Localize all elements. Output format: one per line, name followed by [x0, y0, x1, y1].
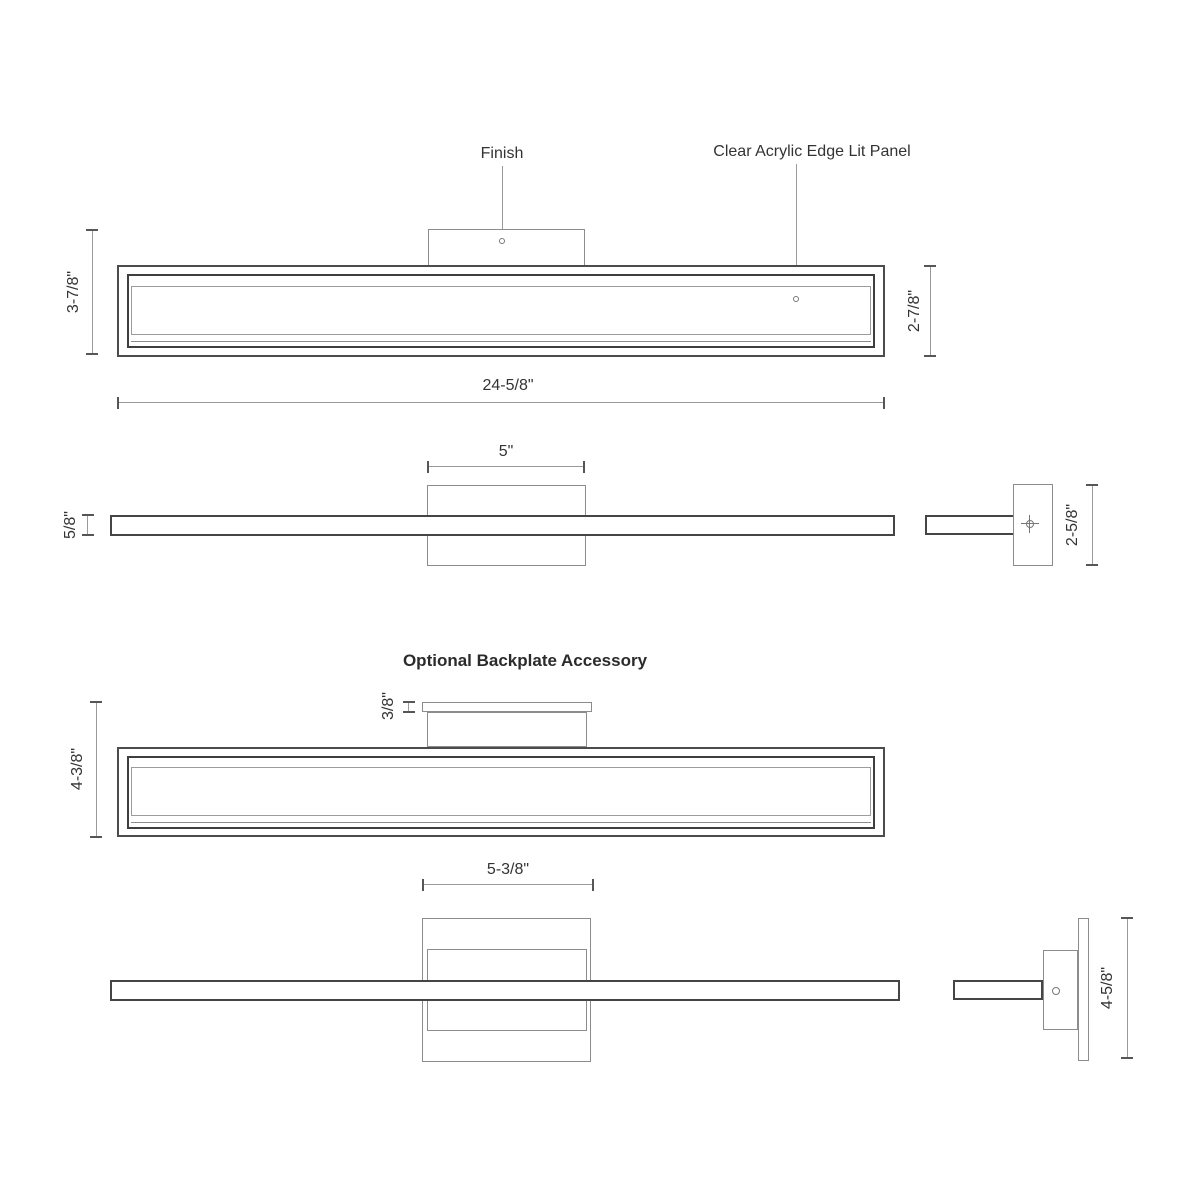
dim-body-height-line: [930, 266, 931, 356]
section-heading: Optional Backplate Accessory: [402, 651, 648, 670]
dim-bar-depth-label: 5/8": [62, 511, 79, 539]
dim-overall-height-label: 3-7/8": [65, 270, 82, 314]
dim-plate-height-line: [1127, 918, 1128, 1058]
dim-canopy-width-label: 5": [498, 443, 514, 460]
dim-tick: [403, 701, 415, 703]
dim-tick: [86, 353, 98, 355]
dim-canopy-height-line: [1092, 485, 1093, 565]
dim-tick: [1121, 1057, 1133, 1059]
mounting-hole-crosshair-icon: [1026, 520, 1034, 528]
dim-plate-height-label: 4-5/8": [1099, 966, 1116, 1010]
backplate-front-view: [422, 702, 592, 712]
panel-channel-line: [131, 341, 871, 342]
finish-leader-line: [502, 166, 503, 238]
dim-tick: [924, 355, 936, 357]
dim-tick: [924, 265, 936, 267]
dim-tick: [427, 461, 429, 473]
dim-canopy-width-line: [428, 466, 584, 467]
dim-bar-depth-line: [87, 516, 88, 534]
dim-backplate-overall-height-line: [96, 702, 97, 837]
dim-width-label: 24-5/8": [482, 377, 534, 394]
acrylic-panel-outline-backplate: [131, 767, 871, 816]
finish-leader-dot-icon: [499, 238, 505, 244]
dim-backplate-overall-height-label: 4-3/8": [69, 747, 86, 791]
finish-label: Finish: [480, 145, 524, 162]
dim-width-line: [118, 402, 884, 403]
canopy-front-view-backplate: [427, 712, 587, 747]
fixture-bar-plan-view-backplate: [110, 980, 900, 1001]
dim-tick: [592, 879, 594, 891]
dim-canopy-height-label: 2-5/8": [1064, 503, 1081, 547]
dim-plate-thickness-label: 3/8": [380, 692, 397, 720]
backplate-side-view: [1078, 918, 1089, 1061]
dim-tick: [90, 836, 102, 838]
dim-tick: [403, 711, 415, 713]
fixture-bar-side-view: [925, 515, 1015, 535]
dim-tick: [82, 514, 94, 516]
dim-tick: [117, 397, 119, 409]
dim-plate-width-line: [423, 884, 593, 885]
mounting-hole-icon: [1052, 987, 1060, 995]
acrylic-leader-dot-icon: [793, 296, 799, 302]
dim-overall-height-line: [92, 230, 93, 354]
dim-tick: [1086, 564, 1098, 566]
dim-tick: [90, 701, 102, 703]
panel-channel-line-backplate: [131, 822, 871, 823]
dim-body-height-label: 2-7/8": [906, 289, 923, 333]
dim-tick: [583, 461, 585, 473]
dim-tick: [1121, 917, 1133, 919]
dim-tick: [1086, 484, 1098, 486]
fixture-bar-plan-view: [110, 515, 895, 536]
canopy-side-view-backplate: [1043, 950, 1078, 1030]
dim-tick: [883, 397, 885, 409]
canopy-front-view: [428, 229, 585, 266]
acrylic-panel-outline: [131, 286, 871, 335]
fixture-bar-side-view-backplate: [953, 980, 1043, 1000]
acrylic-panel-label: Clear Acrylic Edge Lit Panel: [713, 143, 911, 160]
dim-plate-width-label: 5-3/8": [486, 861, 530, 878]
dim-tick: [82, 534, 94, 536]
dim-tick: [422, 879, 424, 891]
dim-plate-thickness-line: [408, 703, 409, 711]
dim-tick: [86, 229, 98, 231]
